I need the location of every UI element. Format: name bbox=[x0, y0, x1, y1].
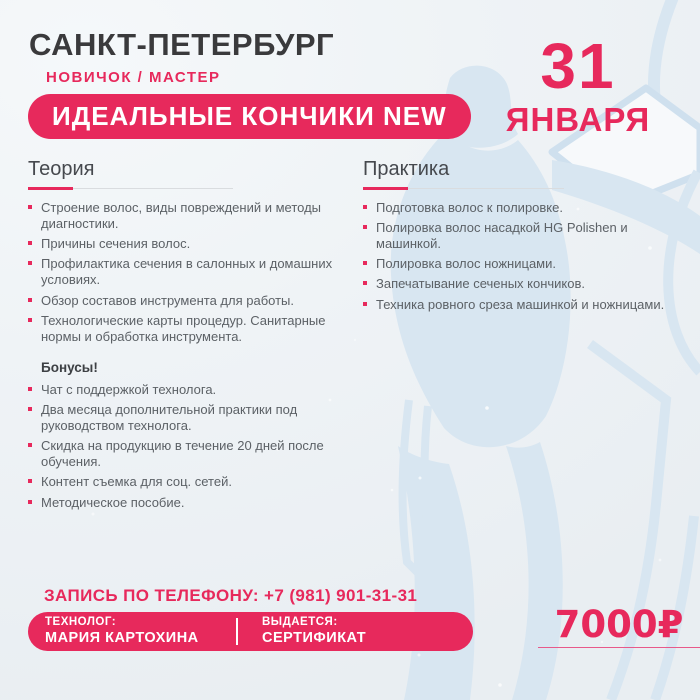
list-item: Подготовка волос к полировке. bbox=[363, 200, 693, 216]
list-item: Обзор составов инструмента для работы. bbox=[28, 293, 334, 309]
bullet-icon bbox=[28, 407, 32, 411]
theory-title: Теория bbox=[28, 158, 95, 180]
bullet-icon bbox=[363, 302, 367, 306]
bullet-icon bbox=[28, 261, 32, 265]
list-item: Техника ровного среза машинкой и ножницами. bbox=[363, 297, 693, 313]
practice-title: Практика bbox=[363, 158, 450, 180]
list-item: Профилактика сечения в салонных и домашних условиях. bbox=[28, 256, 334, 288]
technologist-label: ТЕХНОЛОГ: bbox=[45, 615, 117, 628]
event-date-month: ЯНВАРЯ bbox=[505, 101, 651, 138]
list-item: Чат с поддержкой технолога. bbox=[28, 382, 334, 398]
theory-divider bbox=[28, 188, 233, 189]
bottom-banner bbox=[28, 612, 473, 651]
practice-section bbox=[363, 158, 693, 317]
course-badge: ИДЕАЛЬНЫЕ КОНЧИКИ NEW bbox=[28, 94, 471, 139]
list-item: Скидка на продукцию в течение 20 дней после обучения. bbox=[28, 438, 334, 470]
technologist-name: МАРИЯ КАРТОХИНА bbox=[45, 629, 199, 646]
price-underline bbox=[538, 647, 700, 648]
list-item: Технологические карты процедур. Санитарные нормы и обработка инструмента. bbox=[28, 313, 334, 345]
level-subtitle: НОВИЧОК / МАСТЕР bbox=[46, 69, 221, 86]
price: 7000₽ bbox=[554, 603, 684, 646]
list-item: Полировка волос насадкой HG Polishen и машинкой. bbox=[363, 220, 693, 252]
technologist-cell bbox=[28, 616, 236, 647]
practice-list bbox=[363, 200, 693, 313]
theory-list bbox=[28, 200, 334, 345]
bullet-icon bbox=[28, 318, 32, 322]
certificate-value: СЕРТИФИКАТ bbox=[262, 629, 367, 646]
list-item: Два месяца дополнительной практики под руководством технолога. bbox=[28, 402, 334, 434]
bullet-icon bbox=[28, 500, 32, 504]
price-block bbox=[538, 603, 700, 648]
bullet-icon bbox=[363, 225, 367, 229]
list-item: Строение волос, виды повреждений и методы диагностики. bbox=[28, 200, 334, 232]
list-item: Полировка волос ножницами. bbox=[363, 256, 693, 272]
issued-label: ВЫДАЕТСЯ: bbox=[262, 615, 338, 628]
bullet-icon bbox=[28, 241, 32, 245]
theory-section bbox=[28, 158, 334, 515]
list-item: Методическое пособие. bbox=[28, 495, 334, 511]
bullet-icon bbox=[363, 205, 367, 209]
city-title: САНКТ-ПЕТЕРБУРГ bbox=[29, 27, 335, 62]
bullet-icon bbox=[28, 443, 32, 447]
bullet-icon bbox=[363, 281, 367, 285]
bullet-icon bbox=[28, 205, 32, 209]
list-item: Контент съемка для соц. сетей. bbox=[28, 474, 334, 490]
list-item: Причины сечения волос. bbox=[28, 236, 334, 252]
phone-signup-line: ЗАПИСЬ ПО ТЕЛЕФОНУ: +7 (981) 901-31-31 bbox=[44, 586, 418, 605]
bonus-list bbox=[28, 382, 334, 511]
certificate-cell bbox=[238, 616, 366, 647]
bullet-icon bbox=[363, 261, 367, 265]
practice-divider bbox=[363, 188, 564, 189]
event-date bbox=[468, 30, 688, 139]
list-item: Запечатывание сеченых кончиков. bbox=[363, 276, 693, 292]
bullet-icon bbox=[28, 298, 32, 302]
bonus-title: Бонусы! bbox=[41, 359, 98, 375]
event-date-day: 31 bbox=[540, 30, 616, 102]
bullet-icon bbox=[28, 387, 32, 391]
bullet-icon bbox=[28, 479, 32, 483]
